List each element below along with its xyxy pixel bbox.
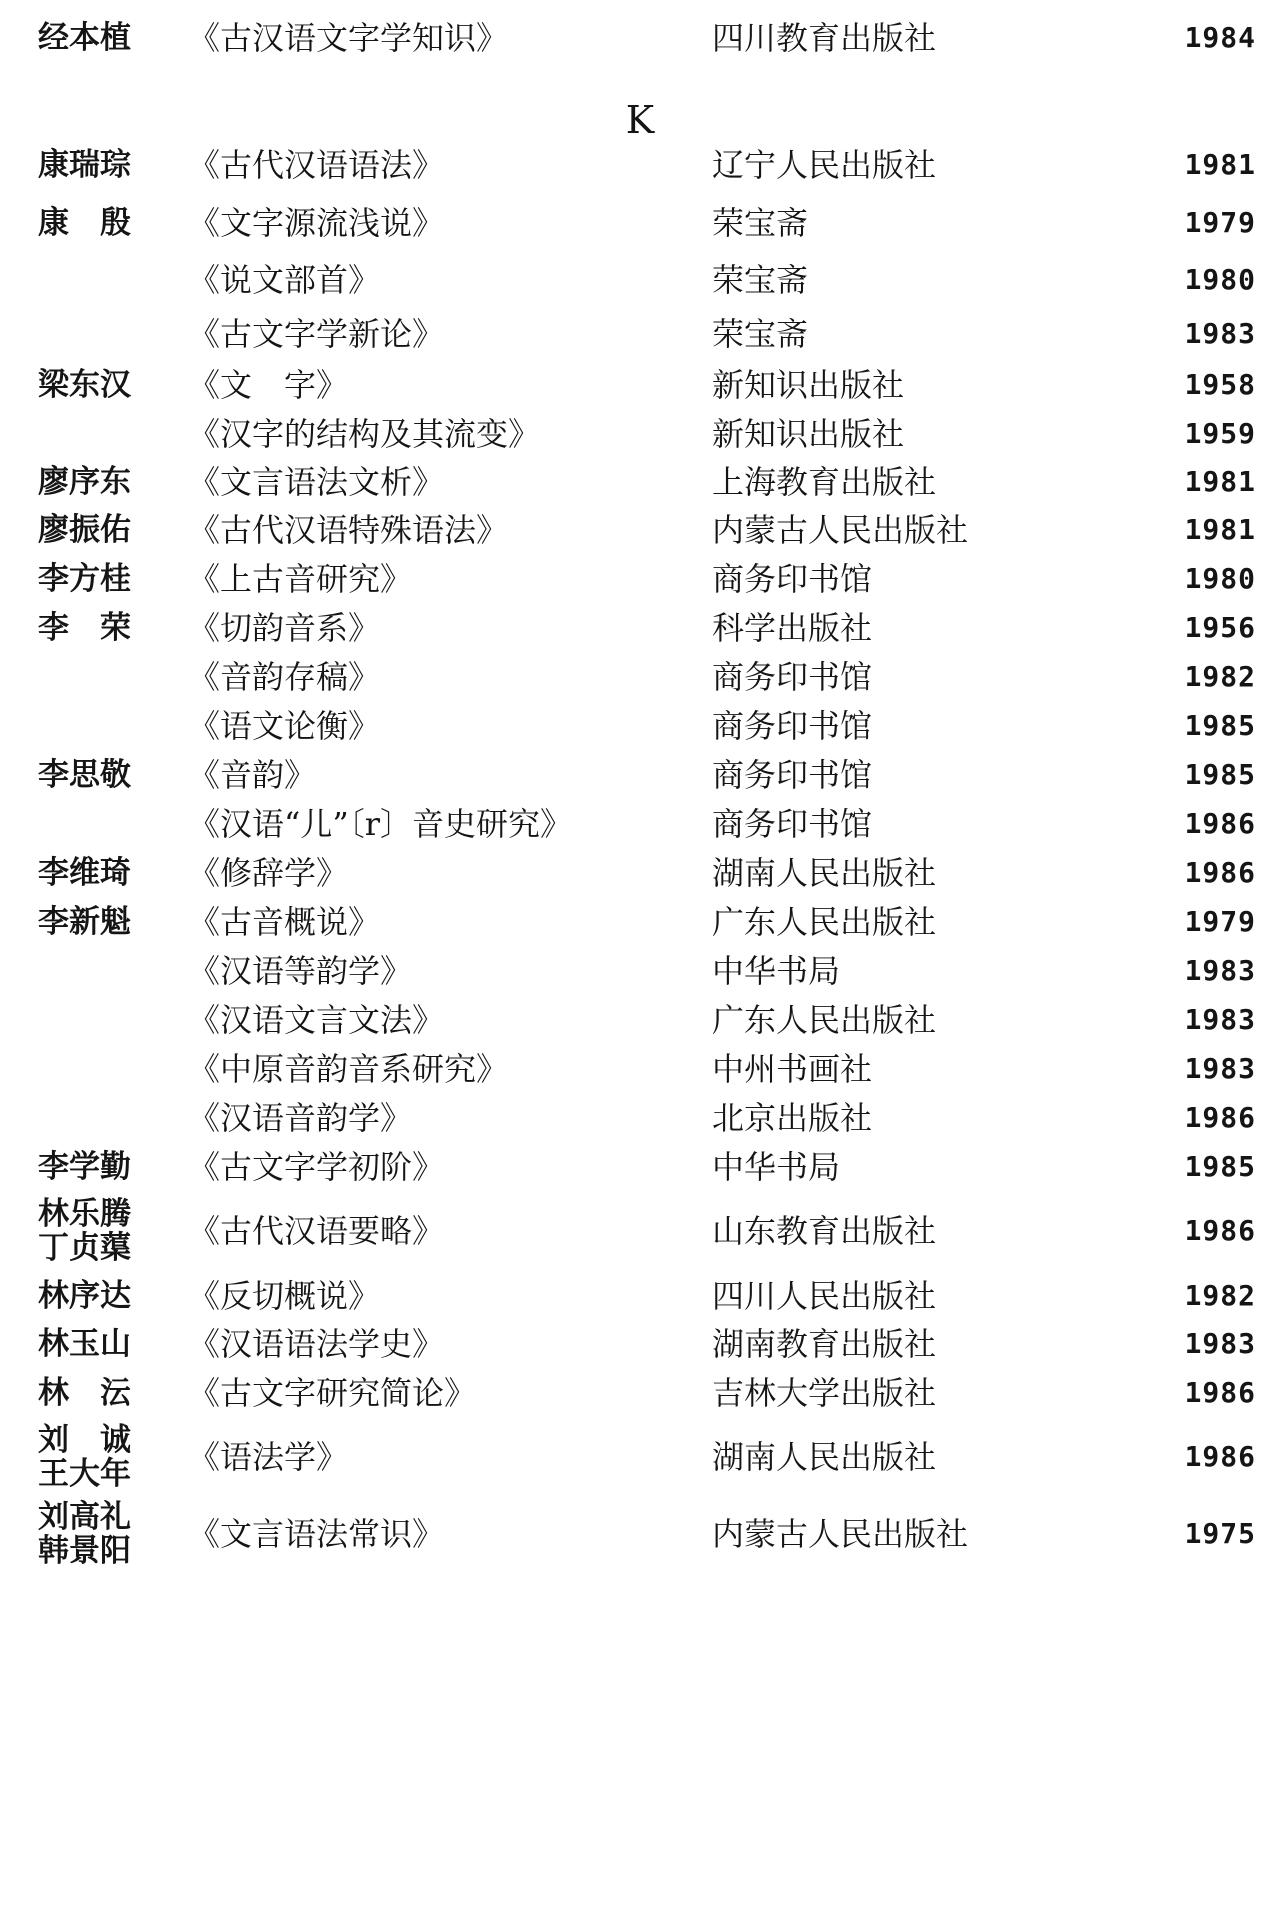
entry-author: 林序达 <box>38 1278 131 1314</box>
entry-publisher: 广东人民出版社 <box>712 903 937 941</box>
entry-author-secondary: 丁贞蕖 <box>38 1230 131 1266</box>
entry-year: 1956 <box>1184 611 1256 644</box>
entry-year: 1983 <box>1184 1052 1256 1085</box>
entry-author: 廖振佑 <box>38 512 131 548</box>
entry-title: 《文字源流浅说》 <box>188 204 445 242</box>
entry-year: 1984 <box>1184 21 1256 54</box>
entry-title: 《汉语“儿”〔r〕音史研究》 <box>188 805 573 843</box>
entry-title: 《古文字学新论》 <box>188 315 445 353</box>
entry-author: 李方桂 <box>38 561 131 597</box>
entry-title: 《中原音韵音系研究》 <box>188 1050 509 1088</box>
entry-author: 林 沄 <box>38 1375 131 1411</box>
entry-title: 《语法学》 <box>188 1438 349 1476</box>
entry-row <box>0 1499 1285 1569</box>
entry-year: 1983 <box>1184 954 1256 987</box>
entry-title: 《语文论衡》 <box>188 707 381 745</box>
entry-year: 1985 <box>1184 758 1256 791</box>
entry-author <box>38 1499 158 1569</box>
entry-publisher: 商务印书馆 <box>712 658 873 696</box>
entry-author: 廖序东 <box>38 464 131 500</box>
entry-publisher: 北京出版社 <box>712 1099 873 1137</box>
entry-author: 李思敬 <box>38 757 131 793</box>
entry-author-primary: 刘高礼 <box>38 1499 131 1535</box>
entry-year: 1959 <box>1184 417 1256 450</box>
entry-year: 1979 <box>1184 905 1256 938</box>
entry-row <box>0 193 1285 253</box>
entry-year: 1980 <box>1184 562 1256 595</box>
entry-author <box>38 250 158 310</box>
entry-year: 1986 <box>1184 807 1256 840</box>
entry-year: 1985 <box>1184 709 1256 742</box>
entry-publisher: 荣宝斋 <box>712 315 809 353</box>
entry-publisher: 商务印书馆 <box>712 756 873 794</box>
entry-publisher: 荣宝斋 <box>712 261 809 299</box>
entry-author: 康 殷 <box>38 205 131 241</box>
entry-title: 《音韵》 <box>188 756 317 794</box>
entry-title: 《古代汉语语法》 <box>188 146 445 184</box>
entry-author: 李新魁 <box>38 904 131 940</box>
entry-author-primary: 林乐腾 <box>38 1196 131 1232</box>
entry-year: 1982 <box>1184 660 1256 693</box>
entry-year: 1983 <box>1184 1003 1256 1036</box>
entry-year: 1986 <box>1184 856 1256 889</box>
entry-year: 1986 <box>1184 1376 1256 1409</box>
entry-title: 《文言语法文析》 <box>188 463 445 501</box>
entry-title: 《古代汉语特殊语法》 <box>188 511 509 549</box>
entry-author: 经本植 <box>38 20 131 56</box>
entry-author <box>38 1422 158 1492</box>
entry-author: 林玉山 <box>38 1326 131 1362</box>
entry-author: 李 荣 <box>38 610 131 646</box>
entry-year: 1981 <box>1184 148 1256 181</box>
entry-author: 梁东汉 <box>38 367 131 403</box>
entry-publisher: 湖南教育出版社 <box>712 1325 937 1363</box>
entry-publisher: 湖南人民出版社 <box>712 1438 937 1476</box>
entry-author-secondary: 韩景阳 <box>38 1533 131 1569</box>
entry-year: 1986 <box>1184 1440 1256 1473</box>
entry-title: 《汉语语法学史》 <box>188 1325 445 1363</box>
entry-title: 《古文字研究简论》 <box>188 1374 477 1412</box>
entry-publisher: 辽宁人民出版社 <box>712 146 937 184</box>
entry-year: 1975 <box>1184 1517 1256 1550</box>
entry-publisher: 中华书局 <box>712 952 841 990</box>
entry-title: 《文 字》 <box>188 366 349 404</box>
entry-publisher: 商务印书馆 <box>712 707 873 745</box>
entry-year: 1986 <box>1184 1101 1256 1134</box>
entry-publisher: 吉林大学出版社 <box>712 1374 937 1412</box>
entry-row <box>0 1137 1285 1197</box>
entry-row <box>0 1363 1285 1423</box>
entry-year: 1986 <box>1184 1214 1256 1247</box>
entry-year: 1983 <box>1184 1327 1256 1360</box>
entry-title: 《说文部首》 <box>188 261 381 299</box>
entry-publisher: 四川人民出版社 <box>712 1277 937 1315</box>
entry-publisher: 科学出版社 <box>712 609 873 647</box>
entry-title: 《文言语法常识》 <box>188 1515 445 1553</box>
entry-year: 1980 <box>1184 263 1256 296</box>
entry-year: 1981 <box>1184 465 1256 498</box>
entry-publisher: 新知识出版社 <box>712 415 905 453</box>
entry-author: 李维琦 <box>38 855 131 891</box>
entry-title: 《汉语音韵学》 <box>188 1099 413 1137</box>
entry-publisher: 商务印书馆 <box>712 805 873 843</box>
entry-title: 《汉语等韵学》 <box>188 952 413 990</box>
entry-author: 李学勤 <box>38 1149 131 1185</box>
entry-title: 《反切概说》 <box>188 1277 381 1315</box>
entry-title: 《汉字的结构及其流变》 <box>188 415 541 453</box>
entry-title: 《切韵音系》 <box>188 609 381 647</box>
entry-title: 《古文字学初阶》 <box>188 1148 445 1186</box>
entry-row <box>0 8 1285 68</box>
entry-publisher: 内蒙古人民出版社 <box>712 511 969 549</box>
entry-title: 《汉语文言文法》 <box>188 1001 445 1039</box>
entry-publisher: 商务印书馆 <box>712 560 873 598</box>
section-letter: K <box>625 98 655 142</box>
entry-publisher: 上海教育出版社 <box>712 463 937 501</box>
entry-row <box>0 250 1285 310</box>
entry-author: 康瑞琮 <box>38 147 131 183</box>
entry-year: 1981 <box>1184 513 1256 546</box>
entry-publisher: 山东教育出版社 <box>712 1212 937 1250</box>
entry-year: 1958 <box>1184 368 1256 401</box>
entry-row <box>0 135 1285 195</box>
entry-title: 《上古音研究》 <box>188 560 413 598</box>
entry-row <box>0 1422 1285 1492</box>
entry-publisher: 内蒙古人民出版社 <box>712 1515 969 1553</box>
entry-year: 1979 <box>1184 206 1256 239</box>
entry-publisher: 荣宝斋 <box>712 204 809 242</box>
entry-publisher: 湖南人民出版社 <box>712 854 937 892</box>
entry-year: 1982 <box>1184 1279 1256 1312</box>
entry-year: 1985 <box>1184 1150 1256 1183</box>
entry-title: 《古音概说》 <box>188 903 381 941</box>
entry-author <box>38 1196 158 1266</box>
entry-publisher: 四川教育出版社 <box>712 19 937 57</box>
entry-author-secondary: 王大年 <box>38 1456 131 1492</box>
entry-publisher: 中州书画社 <box>712 1050 873 1088</box>
entry-title: 《修辞学》 <box>188 854 349 892</box>
entry-row <box>0 1196 1285 1266</box>
entry-title: 《古汉语文字学知识》 <box>188 19 509 57</box>
entry-year: 1983 <box>1184 317 1256 350</box>
entry-publisher: 广东人民出版社 <box>712 1001 937 1039</box>
entry-publisher: 中华书局 <box>712 1148 841 1186</box>
entry-publisher: 新知识出版社 <box>712 366 905 404</box>
entry-author-primary: 刘 诚 <box>38 1422 131 1458</box>
entry-title: 《音韵存稿》 <box>188 658 381 696</box>
entry-title: 《古代汉语要略》 <box>188 1212 445 1250</box>
